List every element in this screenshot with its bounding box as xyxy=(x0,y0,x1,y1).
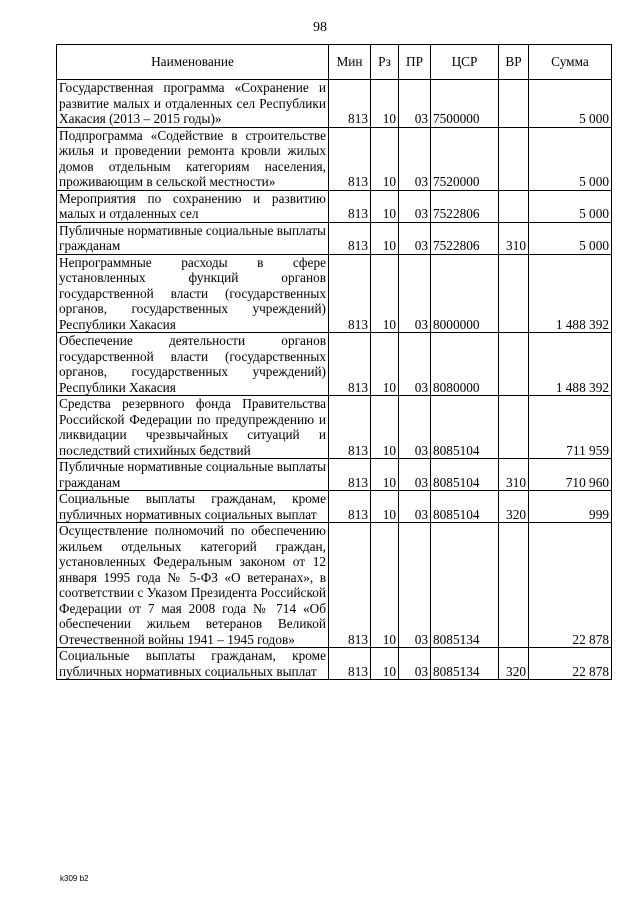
table-row xyxy=(57,523,612,648)
cell-min: 813 xyxy=(329,222,371,254)
cell-rz: 10 xyxy=(371,523,399,648)
cell-sum: 22 878 xyxy=(529,523,612,648)
cell-rz: 10 xyxy=(371,127,399,190)
table-row xyxy=(57,222,612,254)
cell-vr: 310 xyxy=(499,459,529,491)
cell-pr: 03 xyxy=(399,333,431,396)
cell-rz: 10 xyxy=(371,459,399,491)
header-rz: Рз xyxy=(371,45,399,80)
cell-rz: 10 xyxy=(371,396,399,459)
cell-vr: 320 xyxy=(499,648,529,680)
table-row xyxy=(57,190,612,222)
cell-sum: 5 000 xyxy=(529,190,612,222)
cell-csr: 8080000 xyxy=(431,333,499,396)
table-body xyxy=(57,80,612,680)
cell-pr: 03 xyxy=(399,190,431,222)
cell-name: Обеспечение деятельности органов государственной власти (государственных органов, государственных учреждений) Республики Хакасия xyxy=(57,333,329,396)
cell-rz: 10 xyxy=(371,222,399,254)
cell-name: Осуществление полномочий по обеспечению жильем отдельных категорий граждан, установленных Федеральным законом от 12 января 1995 года № 5-ФЗ «О ветеранах», в соответствии с Указом Президента Российской Федерации от 7 мая 2008 года № 714 «Об обеспечении жильем ветеранов Великой Отечественной войны 1941 – 1945 годов» xyxy=(57,523,329,648)
table-row xyxy=(57,254,612,333)
cell-sum: 5 000 xyxy=(529,80,612,128)
cell-vr xyxy=(499,396,529,459)
header-vr: ВР xyxy=(499,45,529,80)
cell-pr: 03 xyxy=(399,459,431,491)
cell-pr: 03 xyxy=(399,80,431,128)
header-name: Наименование xyxy=(57,45,329,80)
cell-csr: 7522806 xyxy=(431,190,499,222)
cell-name: Средства резервного фонда Правительства Российской Федерации по предупреждению и ликвидации чрезвычайных ситуаций и последствий стихийных бедствий xyxy=(57,396,329,459)
cell-csr: 7500000 xyxy=(431,80,499,128)
cell-sum: 5 000 xyxy=(529,127,612,190)
budget-table xyxy=(56,44,612,680)
header-min: Мин xyxy=(329,45,371,80)
cell-min: 813 xyxy=(329,491,371,523)
cell-min: 813 xyxy=(329,254,371,333)
cell-min: 813 xyxy=(329,80,371,128)
cell-rz: 10 xyxy=(371,80,399,128)
cell-pr: 03 xyxy=(399,523,431,648)
cell-name: Публичные нормативные социальные выплаты гражданам xyxy=(57,222,329,254)
header-csr: ЦСР xyxy=(431,45,499,80)
cell-vr: 320 xyxy=(499,491,529,523)
table-row xyxy=(57,80,612,128)
table-row xyxy=(57,396,612,459)
table-row xyxy=(57,491,612,523)
cell-sum: 711 959 xyxy=(529,396,612,459)
cell-vr xyxy=(499,190,529,222)
cell-min: 813 xyxy=(329,396,371,459)
cell-csr: 8085134 xyxy=(431,523,499,648)
cell-csr: 7522806 xyxy=(431,222,499,254)
cell-csr: 8085104 xyxy=(431,396,499,459)
cell-name: Публичные нормативные социальные выплаты гражданам xyxy=(57,459,329,491)
header-pr: ПР xyxy=(399,45,431,80)
cell-vr: 310 xyxy=(499,222,529,254)
cell-pr: 03 xyxy=(399,254,431,333)
cell-sum: 710 960 xyxy=(529,459,612,491)
cell-csr: 8000000 xyxy=(431,254,499,333)
table-row xyxy=(57,127,612,190)
header-sum: Сумма xyxy=(529,45,612,80)
cell-min: 813 xyxy=(329,190,371,222)
cell-rz: 10 xyxy=(371,333,399,396)
cell-pr: 03 xyxy=(399,491,431,523)
cell-rz: 10 xyxy=(371,254,399,333)
table-header xyxy=(57,45,612,80)
footer-code: k309 b2 xyxy=(60,874,89,883)
cell-min: 813 xyxy=(329,333,371,396)
cell-vr xyxy=(499,80,529,128)
cell-pr: 03 xyxy=(399,648,431,680)
cell-sum: 5 000 xyxy=(529,222,612,254)
cell-rz: 10 xyxy=(371,190,399,222)
cell-vr xyxy=(499,127,529,190)
cell-name: Социальные выплаты гражданам, кроме публичных нормативных социальных выплат xyxy=(57,491,329,523)
table-row xyxy=(57,459,612,491)
cell-csr: 8085134 xyxy=(431,648,499,680)
cell-name: Непрограммные расходы в сфере установленных функций органов государственной власти (государственных органов, государственных учреждений) Республики Хакасия xyxy=(57,254,329,333)
cell-rz: 10 xyxy=(371,648,399,680)
page-number: 98 xyxy=(313,20,327,35)
cell-sum: 1 488 392 xyxy=(529,333,612,396)
cell-rz: 10 xyxy=(371,491,399,523)
cell-pr: 03 xyxy=(399,396,431,459)
cell-pr: 03 xyxy=(399,127,431,190)
cell-name: Мероприятия по сохранению и развитию малых и отдаленных сел xyxy=(57,190,329,222)
cell-pr: 03 xyxy=(399,222,431,254)
cell-vr xyxy=(499,333,529,396)
cell-min: 813 xyxy=(329,523,371,648)
cell-sum: 1 488 392 xyxy=(529,254,612,333)
cell-name: Государственная программа «Сохранение и развитие малых и отдаленных сел Республики Хакасия (2013 – 2015 годы)» xyxy=(57,80,329,128)
cell-csr: 8085104 xyxy=(431,459,499,491)
cell-csr: 7520000 xyxy=(431,127,499,190)
cell-min: 813 xyxy=(329,459,371,491)
cell-min: 813 xyxy=(329,127,371,190)
table-row xyxy=(57,648,612,680)
cell-name: Социальные выплаты гражданам, кроме публичных нормативных социальных выплат xyxy=(57,648,329,680)
table-row xyxy=(57,333,612,396)
cell-min: 813 xyxy=(329,648,371,680)
cell-name: Подпрограмма «Содействие в строительстве жилья и проведении ремонта кровли жилых домов отдельным категориям населения, проживающим в сельской местности» xyxy=(57,127,329,190)
cell-vr xyxy=(499,254,529,333)
cell-sum: 22 878 xyxy=(529,648,612,680)
cell-sum: 999 xyxy=(529,491,612,523)
cell-csr: 8085104 xyxy=(431,491,499,523)
cell-vr xyxy=(499,523,529,648)
